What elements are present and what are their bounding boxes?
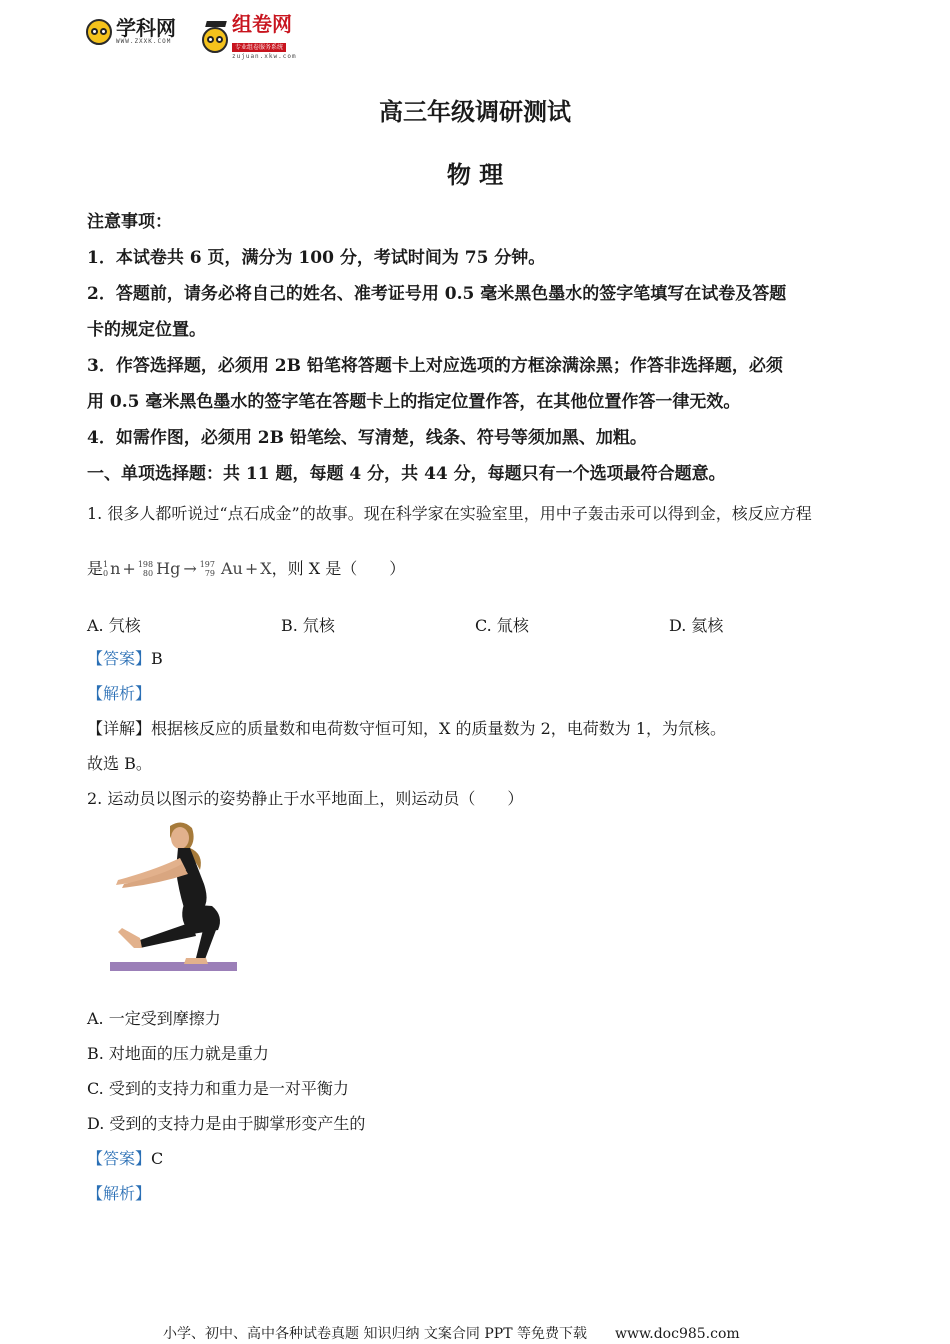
footer-text: 小学、初中、高中各种试卷真题 知识归纳 文案合同 PPT 等免费下载 www.doc985.com	[163, 1326, 740, 1342]
q2-option-d: D. 受到的支持力是由于脚掌形变产生的	[87, 1114, 366, 1133]
au-charge: 79	[204, 569, 215, 578]
q1-stem-prefix: 是	[87, 559, 104, 578]
logo2-sub: zujuan.xkw.com	[232, 53, 297, 60]
x-symbol: X	[260, 559, 272, 578]
q1-detail	[87, 718, 726, 740]
hg-mass: 198	[137, 560, 154, 569]
arrow-symbol: →	[183, 559, 197, 578]
notice-item: 卡的规定位置。	[87, 320, 206, 340]
xuekewang-logo	[86, 18, 176, 45]
answer-tag: 【答案】	[87, 649, 152, 668]
plus-sign: +	[122, 559, 136, 578]
q2-option-b: B. 对地面的压力就是重力	[87, 1044, 269, 1063]
detail-tag: 【详解】	[87, 719, 152, 738]
au-symbol: Au	[221, 559, 243, 578]
au-mass: 197	[199, 560, 215, 569]
zujuanwang-logo	[202, 14, 297, 60]
notice-item: 4．如需作图，必须用 2B 铅笔绘、写清楚，线条、符号等须加黑、加粗。	[87, 428, 647, 448]
notice-heading: 注意事项：	[87, 212, 172, 232]
plus-sign: +	[244, 559, 259, 578]
nuclear-equation	[103, 558, 272, 580]
logo1-text: 学科网	[116, 16, 176, 40]
hg-symbol: Hg	[156, 559, 181, 578]
q1-conclusion: 故选 B。	[87, 754, 152, 773]
answer-tag: 【答案】	[87, 1149, 152, 1168]
athlete-pose-figure	[100, 818, 245, 978]
notice-item: 2．答题前，请务必将自己的姓名、准考证号用 0.5 毫米黑色墨水的签字笔填写在试卷及答题	[87, 284, 787, 304]
hg-charge: 80	[142, 569, 154, 578]
q2-stem: 2. 运动员以图示的姿势静止于水平地面上，则运动员（ ）	[87, 789, 524, 808]
q2-analysis-tag: 【解析】	[87, 1184, 152, 1203]
q2-option-a: A. 一定受到摩擦力	[87, 1009, 221, 1028]
n-mass: 1	[103, 560, 109, 569]
subject-title: 物 理	[446, 160, 504, 189]
q1-option-d: D. 氦核	[669, 616, 724, 635]
exam-title: 高三年级调研测试	[379, 97, 571, 126]
notice-item: 1．本试卷共 6 页，满分为 100 分，考试时间为 75 分钟。	[87, 248, 546, 268]
q1-stem: 1. 很多人都听说过“点石成金”的故事。现在科学家在实验室里，用中子轰击汞可以得到金，核反应方程	[87, 504, 812, 523]
notice-section	[87, 204, 872, 492]
owl-face-icon	[86, 19, 112, 45]
q1-analysis-tag: 【解析】	[87, 684, 152, 703]
section-heading: 一、单项选择题：共 11 题，每题 4 分，共 44 分，每题只有一个选项最符合题意。	[87, 464, 726, 484]
q2-option-c: C. 受到的支持力和重力是一对平衡力	[87, 1079, 349, 1098]
q2-answer	[87, 1148, 163, 1170]
logo2-banner: 专业组卷服务系统	[232, 43, 286, 52]
n-charge: 0	[103, 569, 109, 578]
q1-stem-suffix: ，则 X 是（ ）	[271, 559, 406, 578]
q1-stem-line2	[87, 558, 405, 580]
notice-item: 用 0.5 毫米黑色墨水的签字笔在答题卡上的指定位置作答，在其他位置作答一律无效。	[87, 392, 741, 412]
q1-option-a: A. 氕核	[87, 616, 141, 635]
q1-option-b: B. 氘核	[281, 616, 335, 635]
yoga-mat	[110, 962, 237, 971]
detail-text: 根据核反应的质量数和电荷数守恒可知，X 的质量数为 2，电荷数为 1，为氘核。	[151, 719, 727, 738]
n-symbol: n	[110, 559, 121, 578]
logo1-sub: WWW.ZXXK.COM	[116, 38, 172, 45]
q1-answer	[87, 648, 163, 670]
graduate-face-icon	[202, 27, 228, 53]
answer-value: C	[151, 1149, 164, 1168]
answer-value: B	[151, 649, 163, 668]
logo2-text: 组卷网	[232, 12, 292, 36]
notice-item: 3．作答选择题，必须用 2B 铅笔将答题卡上对应选项的方框涂满涂黑；作答非选择题，必须	[87, 356, 783, 376]
q1-option-c: C. 氚核	[475, 616, 529, 635]
